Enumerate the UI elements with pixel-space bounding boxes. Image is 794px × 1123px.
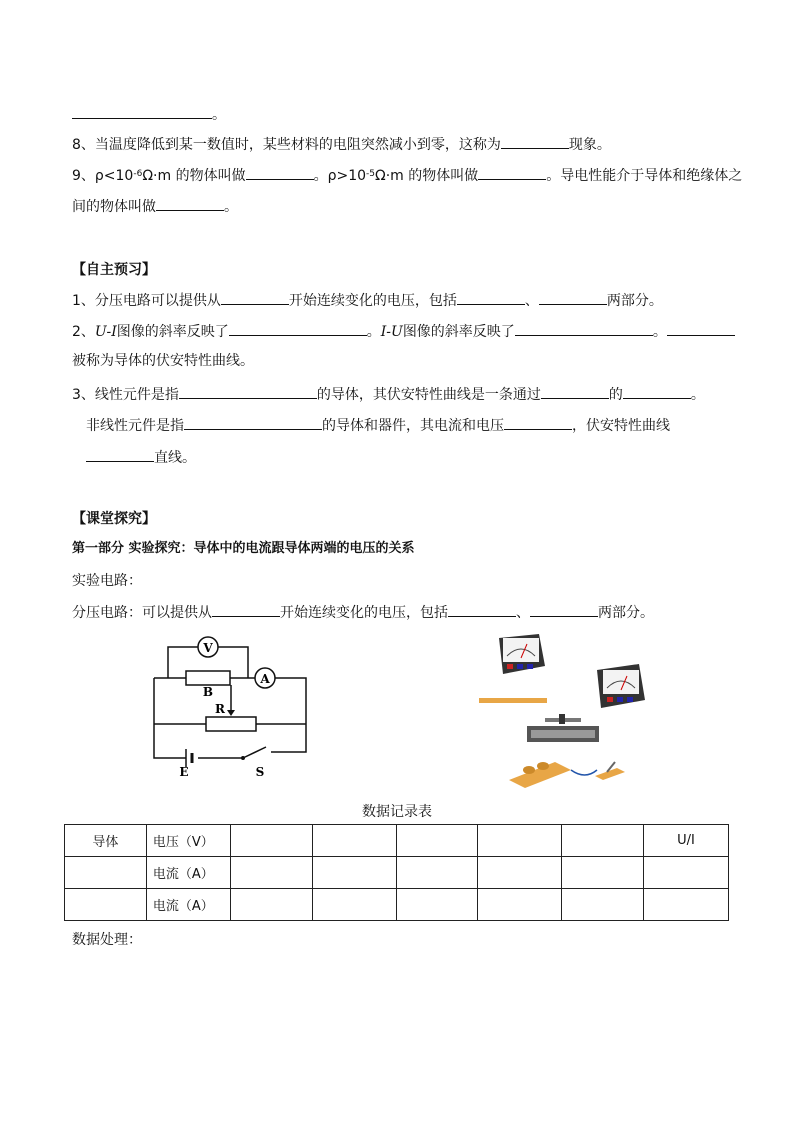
blank[interactable]: [156, 196, 224, 211]
blank[interactable]: [212, 602, 280, 617]
switch-device-icon: [595, 762, 625, 780]
blank[interactable]: [667, 321, 735, 336]
part1-title: 第一部分 实验探究：导体中的电流跟导体两端的电压的关系: [72, 541, 415, 556]
battery-box-icon: [509, 762, 571, 788]
top-line: 。: [72, 104, 226, 125]
question-9-line2: 间的物体叫做 。: [72, 196, 238, 217]
table-row: [65, 857, 729, 889]
table-cell[interactable]: [65, 857, 147, 889]
preview-item-3-line2: 非线性元件是指 的导体和器件，其电流和电压 ，伏安特性曲线: [86, 415, 670, 436]
resistor-b-label: B: [202, 685, 214, 699]
ammeter-device-icon: [597, 664, 645, 708]
blank[interactable]: [541, 384, 609, 399]
table-row: [65, 825, 729, 857]
rheostat-device-icon: [527, 714, 599, 742]
blank[interactable]: [623, 384, 691, 399]
blank[interactable]: [530, 602, 598, 617]
battery-e-label: E: [179, 765, 189, 779]
preview-item-3-line3: 直线。: [86, 447, 196, 468]
table-cell: U/I: [644, 825, 729, 857]
blank[interactable]: [86, 447, 154, 462]
table-cell: 导体: [65, 825, 147, 857]
preview-item-2: 2、U-I图像的斜率反映了 。I-U图像的斜率反映了 。: [72, 321, 735, 342]
table-cell: 电流（A）: [146, 857, 230, 889]
table-cell[interactable]: [562, 857, 644, 889]
voltmeter-device-icon: [499, 634, 545, 674]
blank[interactable]: [501, 134, 569, 149]
table-caption: 数据记录表: [362, 804, 432, 820]
data-processing-label: 数据处理：: [72, 932, 142, 948]
blank[interactable]: [184, 415, 322, 430]
table-cell[interactable]: [396, 857, 478, 889]
section-class-heading: 【课堂探究】: [72, 511, 156, 527]
data-record-table: [64, 824, 729, 921]
switch-s-label: S: [255, 765, 265, 779]
table-cell: 电压（V）: [146, 825, 230, 857]
experiment-circuit-label: 实验电路：: [72, 573, 142, 589]
blank[interactable]: [72, 104, 212, 119]
table-cell[interactable]: [312, 825, 396, 857]
table-cell[interactable]: [312, 889, 396, 921]
equipment-illustration: [475, 630, 655, 790]
table-cell: 电流（A）: [146, 889, 230, 921]
preview-item-1: 1、分压电路可以提供从 开始连续变化的电压，包括 、 两部分。: [72, 290, 663, 311]
slider-arrow-icon: [227, 710, 235, 716]
blank[interactable]: [457, 290, 525, 305]
voltmeter-label: V: [203, 641, 213, 655]
question-9: 9、$\rho<10^{-6}\Omega\cdot m$ 的物体叫做 。$\rho>10^{-5}\Omega\cdot m$ 的物体叫做 。导电性能介于导体和绝缘体之: [72, 164, 742, 186]
table-cell[interactable]: [312, 857, 396, 889]
section-preview-heading: 【自主预习】: [72, 262, 156, 278]
blank[interactable]: [515, 321, 653, 336]
table-cell[interactable]: [644, 857, 729, 889]
table-cell[interactable]: [65, 889, 147, 921]
circuit-diagram: [148, 630, 318, 780]
table-cell[interactable]: [230, 825, 312, 857]
preview-item-2-line2: 被称为导体的伏安特性曲线。: [72, 353, 254, 369]
table-cell[interactable]: [562, 825, 644, 857]
table-cell[interactable]: [396, 889, 478, 921]
blank[interactable]: [221, 290, 289, 305]
table-cell[interactable]: [478, 825, 562, 857]
blank[interactable]: [448, 602, 516, 617]
table-cell[interactable]: [230, 857, 312, 889]
table-cell[interactable]: [230, 889, 312, 921]
table-row: [65, 889, 729, 921]
blank[interactable]: [478, 165, 546, 180]
blank[interactable]: [179, 384, 317, 399]
blank[interactable]: [229, 321, 367, 336]
blank[interactable]: [539, 290, 607, 305]
divider-circuit-text: 分压电路：可以提供从 开始连续变化的电压，包括 、 两部分。: [72, 602, 654, 623]
question-8: 8、当温度降低到某一数值时，某些材料的电阻突然减小到零，这称为 现象。: [72, 134, 611, 155]
wire-plank-icon: [479, 698, 547, 703]
rheostat-r-label: R: [215, 702, 225, 716]
preview-item-3: 3、线性元件是指 的导体，其伏安特性曲线是一条通过 的 。: [72, 384, 705, 405]
table-cell[interactable]: [396, 825, 478, 857]
ammeter-label: A: [260, 672, 270, 686]
blank[interactable]: [504, 415, 572, 430]
table-cell[interactable]: [478, 857, 562, 889]
table-cell[interactable]: [478, 889, 562, 921]
blank[interactable]: [246, 165, 314, 180]
table-cell[interactable]: [644, 889, 729, 921]
table-cell[interactable]: [562, 889, 644, 921]
